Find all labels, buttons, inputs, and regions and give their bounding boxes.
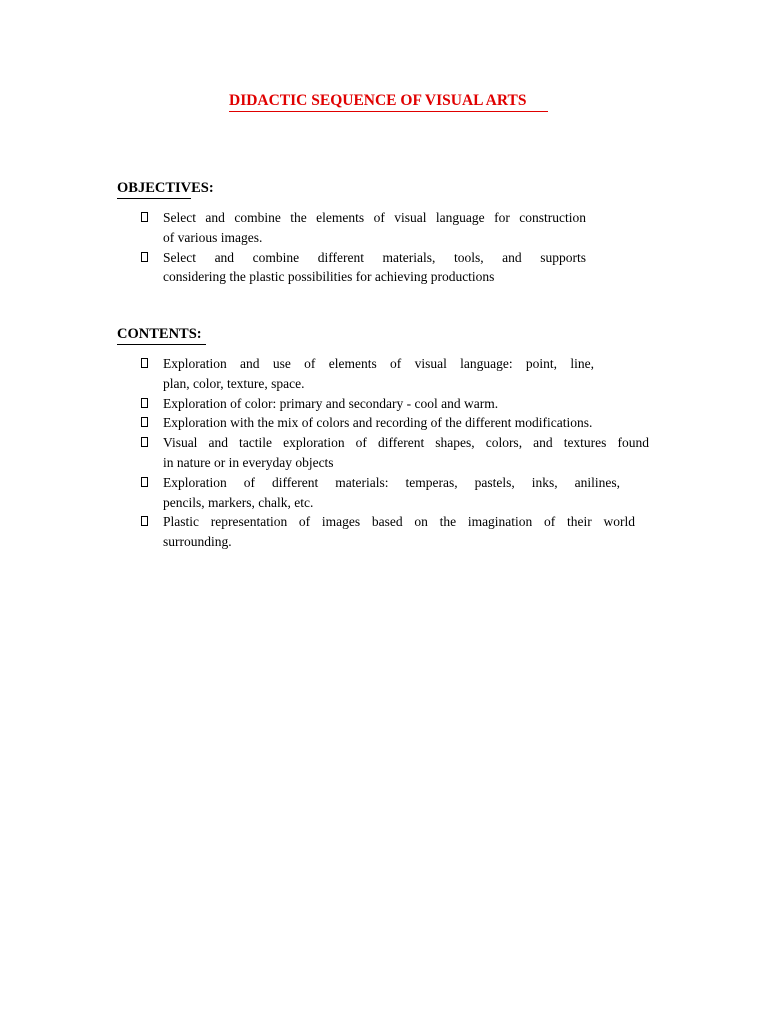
content-item (141, 354, 594, 394)
content-item-line: surrounding. (163, 534, 232, 550)
title-underline (229, 111, 548, 112)
bullet-box-icon (141, 437, 148, 447)
bullet-box-icon (141, 212, 148, 222)
objectives-list (141, 208, 586, 287)
content-item (141, 394, 643, 414)
bullet-box-icon (141, 252, 148, 262)
content-item-line: Exploration with the mix of colors and recording of the different modifications. (163, 415, 593, 431)
content-item-line: Plastic representation of images based on the imagination of their world (163, 514, 635, 530)
content-item-line: Exploration of different materials: temperas, pastels, inks, anilines, (163, 474, 620, 490)
bullet-box-icon (141, 417, 148, 427)
objective-item-line: Select and combine different materials, tools, and supports (163, 249, 586, 265)
content-item (141, 413, 643, 433)
content-item (141, 512, 635, 552)
content-item-line: plan, color, texture, space. (163, 375, 305, 391)
objectives-heading (117, 180, 214, 197)
objective-item (141, 248, 586, 288)
bullet-box-icon (141, 477, 148, 487)
content-item-line: Visual and tactile exploration of different shapes, colors, and textures found (163, 435, 649, 451)
objectives-heading-underline (117, 198, 191, 199)
objective-item-line: Select and combine the elements of visual language for construction (163, 210, 586, 225)
objective-item-line: of various images. (163, 229, 263, 245)
bullet-box-icon (141, 398, 148, 408)
content-item (141, 473, 620, 513)
bullet-box-icon (141, 358, 148, 368)
objective-item (141, 208, 586, 248)
objectives-heading-text: OBJECTIVES: (117, 180, 214, 196)
contents-heading-text: CONTENTS: (117, 326, 202, 342)
document-title (229, 92, 526, 110)
objective-item-line: considering the plastic possibilities for achieving productions (163, 269, 495, 285)
contents-list (141, 354, 649, 552)
contents-heading-underline (117, 344, 206, 345)
content-item-line: Exploration of color: primary and secondary - cool and warm. (163, 395, 499, 411)
content-item-line: pencils, markers, chalk, etc. (163, 494, 314, 510)
bullet-box-icon (141, 516, 148, 526)
content-item (141, 433, 649, 473)
content-item-line: in nature or in everyday objects (163, 454, 334, 470)
document-title-text: DIDACTIC SEQUENCE OF VISUAL ARTS (229, 92, 527, 109)
contents-heading (117, 326, 202, 343)
content-item-line: Exploration and use of elements of visual language: point, line, (163, 356, 594, 371)
